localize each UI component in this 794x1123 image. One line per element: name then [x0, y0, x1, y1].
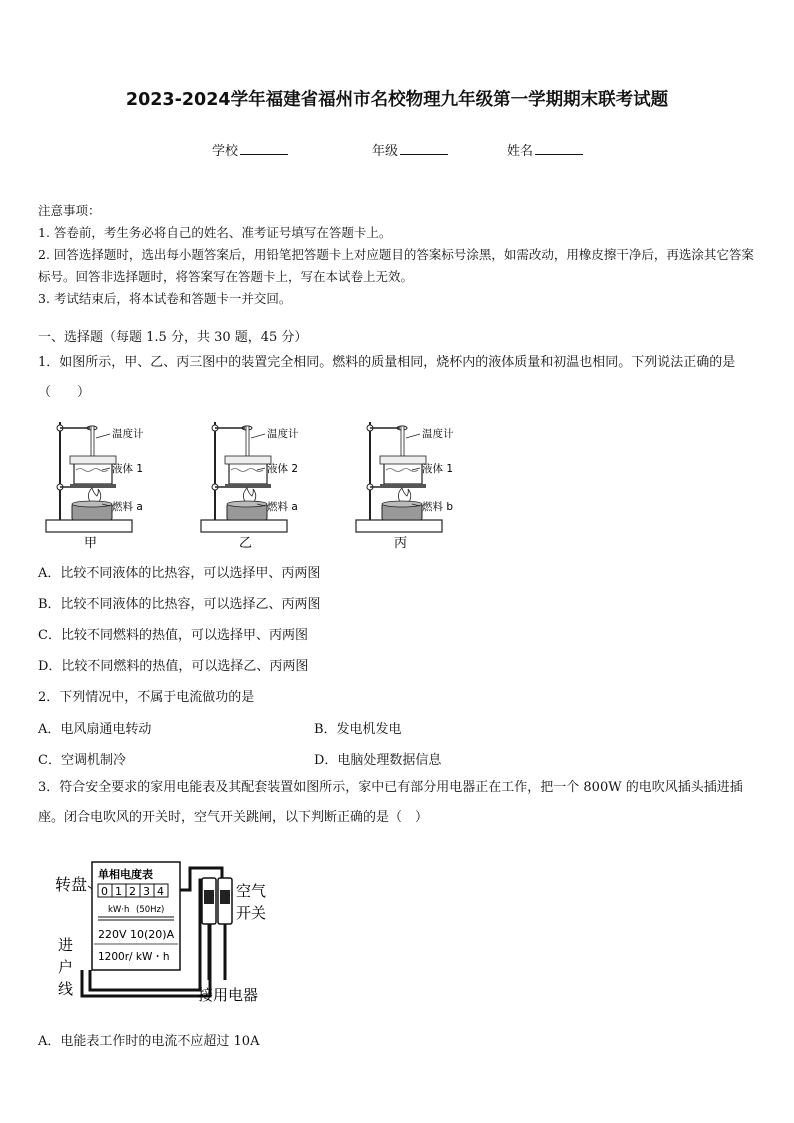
question-2-stem: 2．下列情况中，不属于电流做功的是	[38, 690, 255, 705]
appliance-label: 接用电器	[198, 986, 259, 1004]
meter-revolutions: 1200r/ kW・h	[98, 951, 170, 963]
electric-meter-figure	[50, 850, 290, 1010]
breaker-label: 空气	[236, 882, 267, 900]
school-field	[212, 140, 288, 159]
grade-label: 年级	[372, 144, 399, 159]
q1-option-a[interactable]: A．比较不同液体的比热容，可以选择甲、丙两图	[38, 566, 321, 581]
meter-frequency: (50Hz)	[136, 905, 165, 915]
caption-jia: 甲	[84, 536, 98, 551]
breaker-label: 开关	[236, 904, 267, 922]
digit: 0	[101, 885, 108, 898]
incoming-line-label: 进	[58, 936, 74, 954]
grade-field	[372, 140, 448, 159]
question-1-stem: 1．如图所示，甲、乙、丙三图中的装置完全相同。燃料的质量相同，烧杯内的液体质量和初温也相同。下列说法正确的是（ ）	[38, 355, 736, 400]
thermometer-label-yi: 温度计	[267, 428, 299, 440]
fuel-label-bing: 燃料 b	[422, 501, 454, 513]
grade-blank[interactable]	[400, 142, 448, 155]
digit: 4	[157, 885, 164, 898]
liquid-label-yi: 液体 2	[267, 463, 299, 475]
thermometer-label-bing: 温度计	[422, 428, 454, 440]
q2-option-d[interactable]: D．电脑处理数据信息	[314, 753, 442, 768]
digit: 3	[143, 885, 150, 898]
digit: 1	[115, 885, 122, 898]
fuel-label-jia: 燃料 a	[112, 501, 143, 513]
notice-item: 1. 答卷前，考生务必将自己的姓名、准考证号填写在答题卡上。	[38, 225, 392, 240]
question-3-stem: 3．符合安全要求的家用电能表及其配套装置如图所示，家中已有部分用电器正在工作，把一个 800W 的电吹风插头插进插座。闭合电吹风的开关时，空气开关跳闸，以下判断正确的是（ ）	[38, 780, 743, 825]
school-label: 学校	[212, 144, 239, 159]
caption-yi: 乙	[239, 536, 253, 551]
liquid-label-bing: 液体 1	[422, 463, 454, 475]
q2-option-b[interactable]: B．发电机发电	[314, 722, 402, 737]
digit: 2	[129, 885, 136, 898]
incoming-line-label: 户	[58, 958, 74, 976]
notice-item: 3. 考试结束后，将本试卷和答题卡一并交回。	[38, 291, 292, 306]
notice-section	[38, 200, 758, 310]
meter-rating: 220V 10(20)A	[98, 928, 175, 941]
meter-unit: kW·h	[108, 905, 130, 915]
q2-option-a[interactable]: A．电风扇通电转动	[38, 722, 152, 737]
name-field	[507, 140, 583, 159]
heating-apparatus-figure	[40, 412, 520, 552]
caption-bing: 丙	[394, 536, 408, 551]
incoming-line-label: 线	[58, 980, 74, 998]
fuel-label-yi: 燃料 a	[267, 501, 298, 513]
thermometer-label-jia: 温度计	[112, 428, 144, 440]
notice-item: 2. 回答选择题时，选出每小题答案后，用铅笔把答题卡上对应题目的答案标号涂黑，如需改动，用橡皮擦干净后，再选涂其它答案标号。回答非选择题时，将答案写在答题卡上，写在本试卷上无效。	[38, 247, 754, 284]
liquid-label-jia: 液体 1	[112, 463, 144, 475]
name-blank[interactable]	[535, 142, 583, 155]
meter-title: 单相电度表	[98, 868, 153, 881]
page-title: 2023-2024学年福建省福州市名校物理九年级第一学期期末联考试题	[125, 90, 669, 110]
q1-option-b[interactable]: B．比较不同液体的比热容，可以选择乙、丙两图	[38, 597, 321, 612]
q1-option-c[interactable]: C．比较不同燃料的热值，可以选择甲、丙两图	[38, 628, 308, 643]
section-heading: 一、选择题（每题 1.5 分，共 30 题，45 分）	[38, 330, 308, 345]
turntable-label: 转盘	[55, 875, 88, 894]
name-label: 姓名	[507, 144, 534, 159]
notice-heading: 注意事项：	[38, 203, 101, 218]
school-blank[interactable]	[240, 142, 288, 155]
q1-option-d[interactable]: D．比较不同燃料的热值，可以选择乙、丙两图	[38, 659, 309, 674]
q3-option-a[interactable]: A．电能表工作时的电流不应超过 10A	[38, 1034, 260, 1049]
q2-option-c[interactable]: C．空调机制冷	[38, 753, 126, 768]
